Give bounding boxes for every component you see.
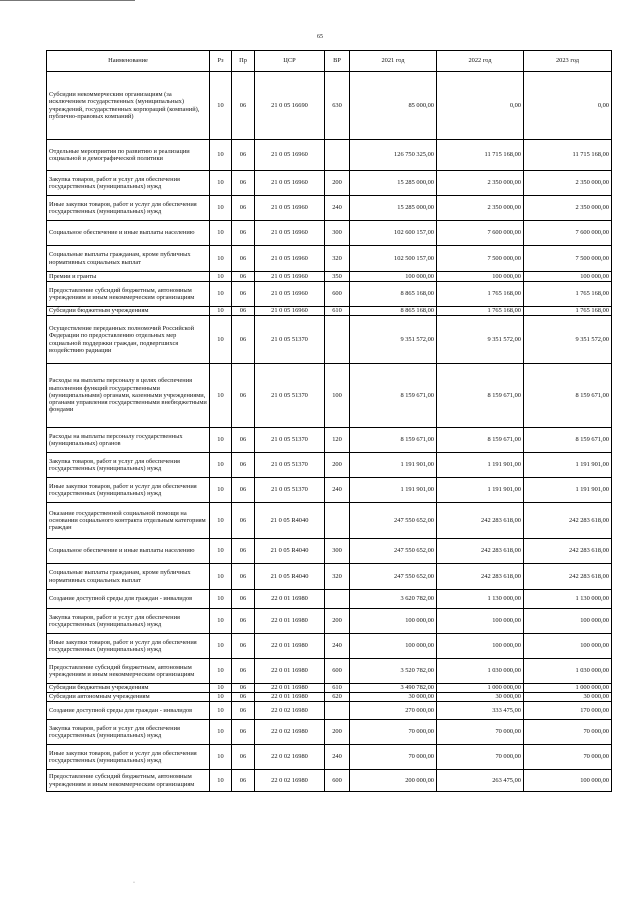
cell-rz: 10 <box>210 453 232 478</box>
cell-vr: 600 <box>325 659 350 684</box>
cell-y2021: 102 600 157,00 <box>350 221 437 246</box>
cell-rz: 10 <box>210 745 232 770</box>
cell-y2023: 1 030 000,00 <box>524 659 612 684</box>
cell-name: Закупка товаров, работ и услуг для обеспечения государственных (муниципальных) нужд <box>47 453 210 478</box>
cell-rz: 10 <box>210 693 232 702</box>
cell-vr: 240 <box>325 196 350 221</box>
cell-pr: 06 <box>232 503 255 539</box>
cell-pr: 06 <box>232 684 255 693</box>
cell-y2021: 3 520 782,00 <box>350 659 437 684</box>
cell-y2023: 100 000,00 <box>524 609 612 634</box>
cell-y2021: 100 000,00 <box>350 634 437 659</box>
cell-vr: 350 <box>325 272 350 282</box>
cell-y2021: 1 191 901,00 <box>350 453 437 478</box>
cell-y2022: 70 000,00 <box>437 720 524 745</box>
cell-rz: 10 <box>210 196 232 221</box>
cell-y2021: 247 550 652,00 <box>350 564 437 590</box>
cell-y2023: 170 000,00 <box>524 702 612 720</box>
cell-name: Субсидии бюджетным учреждениям <box>47 684 210 693</box>
cell-pr: 06 <box>232 140 255 171</box>
cell-name: Расходы на выплаты персоналу государственных (муниципальных) органов <box>47 428 210 453</box>
cell-rz: 10 <box>210 720 232 745</box>
cell-rz: 10 <box>210 428 232 453</box>
cell-y2022: 333 475,00 <box>437 702 524 720</box>
cell-csr: 21 0 05 16690 <box>255 72 325 140</box>
table-row <box>47 634 612 659</box>
cell-rz: 10 <box>210 282 232 307</box>
cell-name: Предоставление субсидий бюджетным, автономным учреждениям и иным некоммерческим организациям <box>47 770 210 792</box>
table-row <box>47 720 612 745</box>
cell-csr: 21 0 05 16960 <box>255 307 325 316</box>
cell-y2022: 2 350 000,00 <box>437 171 524 196</box>
table-row <box>47 478 612 503</box>
cell-y2022: 1 030 000,00 <box>437 659 524 684</box>
cell-y2023: 2 350 000,00 <box>524 196 612 221</box>
table-row <box>47 590 612 609</box>
cell-name: Иные закупки товаров, работ и услуг для обеспечения государственных (муниципальных) нужд <box>47 478 210 503</box>
cell-csr: 21 0 05 16960 <box>255 246 325 272</box>
cell-y2022: 1 191 901,00 <box>437 453 524 478</box>
col-header-2022: 2022 год <box>437 51 524 72</box>
cell-y2022: 30 000,00 <box>437 693 524 702</box>
cell-vr: 320 <box>325 246 350 272</box>
table-row <box>47 221 612 246</box>
cell-pr: 06 <box>232 659 255 684</box>
table-row <box>47 282 612 307</box>
cell-vr: 240 <box>325 745 350 770</box>
cell-y2022: 100 000,00 <box>437 272 524 282</box>
cell-y2023: 9 351 572,00 <box>524 316 612 364</box>
cell-csr: 21 0 05 51370 <box>255 478 325 503</box>
cell-y2022: 7 500 000,00 <box>437 246 524 272</box>
cell-y2023: 242 283 618,00 <box>524 503 612 539</box>
cell-rz: 10 <box>210 503 232 539</box>
cell-vr: 200 <box>325 609 350 634</box>
cell-rz: 10 <box>210 659 232 684</box>
cell-rz: 10 <box>210 634 232 659</box>
cell-name: Закупка товаров, работ и услуг для обеспечения государственных (муниципальных) нужд <box>47 171 210 196</box>
cell-y2022: 9 351 572,00 <box>437 316 524 364</box>
cell-name: Создание доступной среды для граждан - инвалидов <box>47 702 210 720</box>
cell-name: Отдельные мероприятия по развитию и реализации социальной и демографической политики <box>47 140 210 171</box>
cell-y2023: 1 191 901,00 <box>524 478 612 503</box>
cell-pr: 06 <box>232 316 255 364</box>
cell-rz: 10 <box>210 478 232 503</box>
cell-y2021: 70 000,00 <box>350 745 437 770</box>
table-row <box>47 140 612 171</box>
cell-csr: 21 0 05 16960 <box>255 171 325 196</box>
cell-y2023: 7 500 000,00 <box>524 246 612 272</box>
cell-csr: 22 0 02 16980 <box>255 720 325 745</box>
cell-csr: 22 0 01 16980 <box>255 684 325 693</box>
cell-y2023: 30 000,00 <box>524 693 612 702</box>
cell-name: Расходы на выплаты персоналу в целях обеспечения выполнения функций государственными (муниципальными) органами, казенными учреждениями, органами управления государственными внебюджетными фондами <box>47 364 210 428</box>
cell-csr: 21 0 05 51370 <box>255 428 325 453</box>
cell-csr: 22 0 01 16980 <box>255 590 325 609</box>
cell-vr <box>325 316 350 364</box>
cell-y2022: 8 159 671,00 <box>437 364 524 428</box>
cell-pr: 06 <box>232 282 255 307</box>
cell-y2022: 1 765 168,00 <box>437 307 524 316</box>
cell-name: Осуществление переданных полномочий Российской Федерации по предоставлению отдельных мер социальной поддержки граждан, подвергшихся воздействию радиации <box>47 316 210 364</box>
cell-pr: 06 <box>232 272 255 282</box>
cell-csr: 21 0 05 R4040 <box>255 503 325 539</box>
cell-pr: 06 <box>232 307 255 316</box>
cell-vr: 610 <box>325 307 350 316</box>
cell-pr: 06 <box>232 609 255 634</box>
cell-csr: 21 0 05 51370 <box>255 453 325 478</box>
cell-y2022: 1 000 000,00 <box>437 684 524 693</box>
cell-csr: 22 0 01 16980 <box>255 634 325 659</box>
cell-pr: 06 <box>232 478 255 503</box>
cell-vr: 100 <box>325 364 350 428</box>
cell-name: Иные закупки товаров, работ и услуг для обеспечения государственных (муниципальных) нужд <box>47 634 210 659</box>
cell-pr: 06 <box>232 770 255 792</box>
cell-rz: 10 <box>210 246 232 272</box>
cell-y2021: 8 159 671,00 <box>350 428 437 453</box>
budget-table <box>46 50 612 792</box>
cell-pr: 06 <box>232 539 255 564</box>
cell-vr <box>325 140 350 171</box>
cell-y2022: 2 350 000,00 <box>437 196 524 221</box>
cell-pr: 06 <box>232 221 255 246</box>
col-header-2021: 2021 год <box>350 51 437 72</box>
cell-y2021: 200 000,00 <box>350 770 437 792</box>
cell-vr: 240 <box>325 478 350 503</box>
cell-pr: 06 <box>232 453 255 478</box>
cell-rz: 10 <box>210 609 232 634</box>
cell-rz: 10 <box>210 221 232 246</box>
cell-y2023: 8 159 671,00 <box>524 428 612 453</box>
cell-csr: 22 0 02 16980 <box>255 702 325 720</box>
cell-pr: 06 <box>232 364 255 428</box>
cell-name: Иные закупки товаров, работ и услуг для обеспечения государственных (муниципальных) нужд <box>47 745 210 770</box>
table-row <box>47 770 612 792</box>
top-rule <box>0 0 135 1</box>
table-row <box>47 564 612 590</box>
cell-y2021: 30 000,00 <box>350 693 437 702</box>
cell-y2023: 242 283 618,00 <box>524 539 612 564</box>
table-row <box>47 745 612 770</box>
cell-y2022: 100 000,00 <box>437 634 524 659</box>
cell-y2022: 242 283 618,00 <box>437 539 524 564</box>
cell-y2021: 85 000,00 <box>350 72 437 140</box>
cell-rz: 10 <box>210 171 232 196</box>
cell-name: Субсидии некоммерческим организациям (за исключением государственных (муниципальных) учреждений, государственных корпораций (компаний), публично-правовых компаний) <box>47 72 210 140</box>
cell-pr: 06 <box>232 246 255 272</box>
cell-y2021: 9 351 572,00 <box>350 316 437 364</box>
cell-y2022: 11 715 168,00 <box>437 140 524 171</box>
cell-name: Социальные выплаты гражданам, кроме публичных нормативных социальных выплат <box>47 246 210 272</box>
table-row <box>47 609 612 634</box>
cell-y2023: 1 000 000,00 <box>524 684 612 693</box>
table-row <box>47 539 612 564</box>
table-row <box>47 272 612 282</box>
cell-csr: 22 0 02 16980 <box>255 745 325 770</box>
table-row <box>47 316 612 364</box>
table-row <box>47 72 612 140</box>
cell-name: Социальное обеспечение и иные выплаты населению <box>47 539 210 564</box>
cell-y2021: 15 285 000,00 <box>350 171 437 196</box>
cell-y2022: 242 283 618,00 <box>437 564 524 590</box>
table-row <box>47 684 612 693</box>
cell-pr: 06 <box>232 428 255 453</box>
cell-name: Субсидии автономным учреждениям <box>47 693 210 702</box>
table-row <box>47 693 612 702</box>
cell-name: Предоставление субсидий бюджетным, автономным учреждениям и иным некоммерческим организациям <box>47 282 210 307</box>
cell-rz: 10 <box>210 316 232 364</box>
cell-name: Закупка товаров, работ и услуг для обеспечения государственных (муниципальных) нужд <box>47 720 210 745</box>
cell-y2023: 1 191 901,00 <box>524 453 612 478</box>
cell-y2023: 70 000,00 <box>524 745 612 770</box>
cell-vr <box>325 503 350 539</box>
cell-y2022: 1 191 901,00 <box>437 478 524 503</box>
cell-pr: 06 <box>232 720 255 745</box>
cell-y2021: 8 159 671,00 <box>350 364 437 428</box>
cell-csr: 22 0 01 16980 <box>255 609 325 634</box>
cell-rz: 10 <box>210 272 232 282</box>
cell-vr: 200 <box>325 453 350 478</box>
cell-y2021: 1 191 901,00 <box>350 478 437 503</box>
cell-vr: 600 <box>325 770 350 792</box>
cell-pr: 06 <box>232 171 255 196</box>
cell-y2022: 7 600 000,00 <box>437 221 524 246</box>
cell-vr: 300 <box>325 539 350 564</box>
col-header-name: Наименование <box>47 51 210 72</box>
page-number: 65 <box>317 34 323 40</box>
cell-pr: 06 <box>232 745 255 770</box>
cell-rz: 10 <box>210 702 232 720</box>
cell-rz: 10 <box>210 307 232 316</box>
cell-pr: 06 <box>232 634 255 659</box>
cell-csr: 21 0 05 R4040 <box>255 539 325 564</box>
cell-y2023: 100 000,00 <box>524 634 612 659</box>
cell-rz: 10 <box>210 590 232 609</box>
cell-y2023: 1 765 168,00 <box>524 282 612 307</box>
cell-csr: 21 0 05 51370 <box>255 364 325 428</box>
cell-vr: 200 <box>325 720 350 745</box>
cell-csr: 22 0 02 16980 <box>255 770 325 792</box>
table-row <box>47 453 612 478</box>
cell-y2021: 70 000,00 <box>350 720 437 745</box>
cell-csr: 21 0 05 R4040 <box>255 564 325 590</box>
col-header-csr: ЦСР <box>255 51 325 72</box>
cell-y2023: 2 350 000,00 <box>524 171 612 196</box>
cell-vr: 120 <box>325 428 350 453</box>
cell-rz: 10 <box>210 140 232 171</box>
cell-vr: 320 <box>325 564 350 590</box>
cell-y2023: 1 130 000,00 <box>524 590 612 609</box>
cell-y2022: 0,00 <box>437 72 524 140</box>
cell-name: Премии и гранты <box>47 272 210 282</box>
cell-csr: 21 0 05 51370 <box>255 316 325 364</box>
cell-y2021: 100 000,00 <box>350 272 437 282</box>
cell-y2023: 0,00 <box>524 72 612 140</box>
cell-y2023: 100 000,00 <box>524 272 612 282</box>
cell-csr: 21 0 05 16960 <box>255 196 325 221</box>
cell-y2021: 3 490 782,00 <box>350 684 437 693</box>
cell-vr: 610 <box>325 684 350 693</box>
cell-name: Субсидии бюджетным учреждениям <box>47 307 210 316</box>
cell-pr: 06 <box>232 72 255 140</box>
table-row <box>47 503 612 539</box>
cell-y2021: 3 620 782,00 <box>350 590 437 609</box>
cell-y2023: 100 000,00 <box>524 770 612 792</box>
cell-name: Создание доступной среды для граждан - инвалидов <box>47 590 210 609</box>
cell-pr: 06 <box>232 196 255 221</box>
col-header-2023: 2023 год <box>524 51 612 72</box>
cell-name: Предоставление субсидий бюджетным, автономным учреждениям и иным некоммерческим организациям <box>47 659 210 684</box>
cell-csr: 21 0 05 16960 <box>255 282 325 307</box>
cell-rz: 10 <box>210 539 232 564</box>
cell-y2022: 1 765 168,00 <box>437 282 524 307</box>
cell-y2021: 102 500 157,00 <box>350 246 437 272</box>
table-row <box>47 246 612 272</box>
cell-y2022: 70 000,00 <box>437 745 524 770</box>
cell-pr: 06 <box>232 702 255 720</box>
cell-vr <box>325 702 350 720</box>
cell-y2021: 270 000,00 <box>350 702 437 720</box>
cell-y2022: 242 283 618,00 <box>437 503 524 539</box>
cell-y2023: 1 765 168,00 <box>524 307 612 316</box>
cell-y2022: 100 000,00 <box>437 609 524 634</box>
table-row <box>47 307 612 316</box>
cell-vr: 600 <box>325 282 350 307</box>
cell-name: Социальное обеспечение и иные выплаты населению <box>47 221 210 246</box>
cell-y2022: 8 159 671,00 <box>437 428 524 453</box>
cell-y2023: 242 283 618,00 <box>524 564 612 590</box>
cell-name: Оказание государственной социальной помощи на основании социального контракта отдельным категориям граждан <box>47 503 210 539</box>
table-row <box>47 428 612 453</box>
table-row <box>47 702 612 720</box>
cell-y2021: 8 865 168,00 <box>350 282 437 307</box>
cell-vr <box>325 590 350 609</box>
cell-y2022: 1 130 000,00 <box>437 590 524 609</box>
cell-vr: 200 <box>325 171 350 196</box>
cell-name: Иные закупки товаров, работ и услуг для обеспечения государственных (муниципальных) нужд <box>47 196 210 221</box>
table-header-row <box>47 51 612 72</box>
cell-y2021: 126 750 325,00 <box>350 140 437 171</box>
cell-y2021: 8 865 168,00 <box>350 307 437 316</box>
table-row <box>47 196 612 221</box>
stray-mark: · <box>133 880 135 886</box>
col-header-vr: ВР <box>325 51 350 72</box>
cell-csr: 21 0 05 16960 <box>255 221 325 246</box>
cell-csr: 22 0 01 16980 <box>255 693 325 702</box>
cell-pr: 06 <box>232 590 255 609</box>
cell-y2021: 247 550 652,00 <box>350 503 437 539</box>
cell-vr: 630 <box>325 72 350 140</box>
cell-y2023: 7 600 000,00 <box>524 221 612 246</box>
cell-pr: 06 <box>232 693 255 702</box>
cell-y2021: 100 000,00 <box>350 609 437 634</box>
col-header-pr: Пр <box>232 51 255 72</box>
cell-rz: 10 <box>210 364 232 428</box>
cell-name: Закупка товаров, работ и услуг для обеспечения государственных (муниципальных) нужд <box>47 609 210 634</box>
cell-rz: 10 <box>210 564 232 590</box>
cell-y2023: 70 000,00 <box>524 720 612 745</box>
cell-y2023: 11 715 168,00 <box>524 140 612 171</box>
cell-pr: 06 <box>232 564 255 590</box>
cell-vr: 620 <box>325 693 350 702</box>
table-row <box>47 659 612 684</box>
col-header-rz: Рз <box>210 51 232 72</box>
cell-y2023: 8 159 671,00 <box>524 364 612 428</box>
table-row <box>47 171 612 196</box>
cell-vr: 300 <box>325 221 350 246</box>
cell-y2022: 263 475,00 <box>437 770 524 792</box>
cell-csr: 21 0 05 16960 <box>255 272 325 282</box>
cell-csr: 21 0 05 16960 <box>255 140 325 171</box>
cell-vr: 240 <box>325 634 350 659</box>
table-row <box>47 364 612 428</box>
cell-rz: 10 <box>210 684 232 693</box>
cell-name: Социальные выплаты гражданам, кроме публичных нормативных социальных выплат <box>47 564 210 590</box>
cell-y2021: 247 550 652,00 <box>350 539 437 564</box>
cell-rz: 10 <box>210 770 232 792</box>
cell-csr: 22 0 01 16980 <box>255 659 325 684</box>
cell-y2021: 15 285 000,00 <box>350 196 437 221</box>
cell-rz: 10 <box>210 72 232 140</box>
